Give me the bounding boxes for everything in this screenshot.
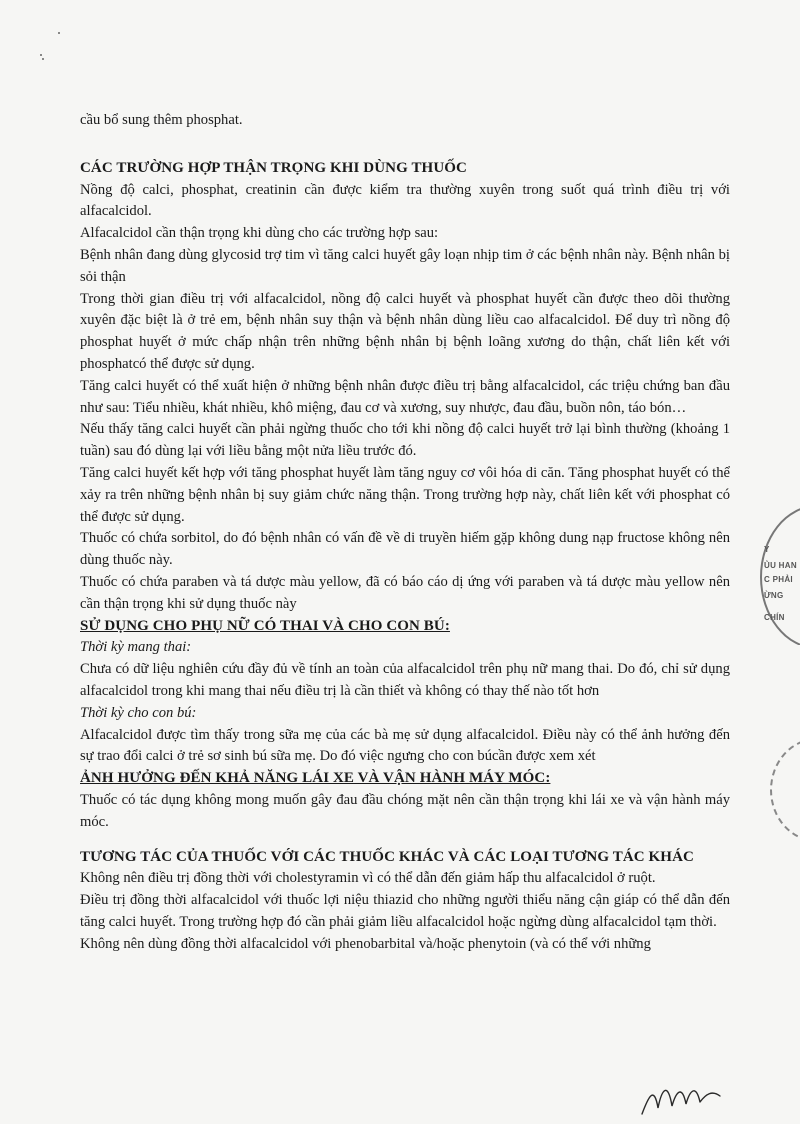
official-stamp [754, 505, 800, 645]
interactions-paragraph: Không nên điều trị đồng thời với cholestyramin vì có thể dẫn đến giảm hấp thu alfacalcidol ở ruột. [80, 870, 656, 887]
lactation-text: Alfacalcidol được tìm thấy trong sữa mẹ của các bà mẹ sử dụng alfacalcidol. Điều này có thể ảnh hưởng đến sự trao đổi calci ở trẻ sơ sinh bú sữa mẹ. Do đó việc ngưng cho con búcần được xem xét [80, 726, 730, 765]
interactions-paragraph: Không nên dùng đồng thời alfacalcidol với phenobarbital và/hoặc phenytoin (và có thể với những [80, 935, 651, 952]
stamp-ring [770, 738, 800, 838]
signature-mark [640, 1078, 760, 1118]
precautions-paragraph: Bệnh nhân đang dùng glycosid trợ tim vì tăng calci huyết gây loạn nhịp tim ở các bệnh nhân này. Bệnh nhân bị sỏi thận [80, 246, 730, 285]
document-body [80, 110, 730, 955]
continuation-text: cầu bổ sung thêm phosphat. [80, 112, 243, 128]
interactions-paragraph: Điều trị đồng thời alfacalcidol với thuốc lợi niệu thiazid cho những người thiểu năng cận giáp có thể dẫn đến tăng calci huyết. Trong trường hợp đó cần phải giảm liều alfacalcidol hoặc ngừng dùng alfacalcidol tạm thời. [80, 892, 730, 930]
interactions-heading: TƯƠNG TÁC CỦA THUỐC VỚI CÁC THUỐC KHÁC VÀ CÁC LOẠI TƯƠNG TÁC KHÁC [80, 848, 694, 865]
lactation-label: Thời kỳ cho con bú: [80, 704, 197, 721]
stamp-text: ỪNG [764, 591, 784, 600]
precautions-paragraph: Thuốc có chứa paraben và tá dược màu yellow, đã có báo cáo dị ứng với paraben và tá dược màu yellow nên cần thận trọng khi sử dụng thuốc này [80, 573, 730, 612]
stamp-text: C PHẢI [764, 575, 793, 584]
precautions-paragraph: Alfacalcidol cần thận trọng khi dùng cho các trường hợp sau: [80, 225, 439, 242]
partial-stamp [766, 738, 800, 838]
precautions-paragraph: Tăng calci huyết có thể xuất hiện ở những bệnh nhân được điều trị bằng alfacalcidol, các triệu chứng ban đầu như sau: Tiểu nhiều, khát nhiều, khô miệng, đau cơ và xương, suy nhược, đau đầu, buồn nôn, táo bón… [80, 377, 730, 416]
scan-specks [38, 32, 66, 62]
precautions-paragraph: Thuốc có chứa sorbitol, do đó bệnh nhân có vấn đề về di truyền hiếm gặp không dung nạp fructose không nên dùng thuốc này. [80, 530, 730, 569]
driving-heading: ẢNH HƯỞNG ĐẾN KHẢ NĂNG LÁI XE VÀ VẬN HÀNH MÁY MÓC: [80, 770, 551, 787]
precautions-paragraph: Trong thời gian điều trị với alfacalcidol, nồng độ calci huyết và phosphat huyết cần được theo dõi thường xuyên đặc biệt là ở trẻ em, bệnh nhân suy thận và bệnh nhân dùng liều cao alfacalcidol. Để duy trì nồng độ phosphat huyết ở mức chấp nhận trên những bệnh nhân bị bệnh loãng xương do thận, chất liên kết với phosphatcó thể được sử dụng. [80, 290, 730, 372]
precautions-paragraph: Nồng độ calci, phosphat, creatinin cần được kiểm tra thường xuyên trong suốt quá trình điều trị với alfacalcidol. [80, 181, 730, 220]
stamp-text: CHÍN [764, 613, 785, 622]
pregnancy-text: Chưa có dữ liệu nghiên cứu đầy đủ về tính an toàn của alfacalcidol trên phụ nữ mang thai. Do đó, chỉ sử dụng alfacalcidol trong khi mang thai nếu điều trị là cần thiết và không có thay thế nào tốt hơn [80, 661, 730, 699]
pregnancy-heading: SỬ DỤNG CHO PHỤ NỮ CÓ THAI VÀ CHO CON BÚ: [80, 617, 450, 634]
stamp-text: Y [764, 545, 770, 554]
precautions-heading: CÁC TRƯỜNG HỢP THẬN TRỌNG KHI DÙNG THUỐC [80, 159, 467, 176]
precautions-paragraph: Tăng calci huyết kết hợp với tăng phosphat huyết làm tăng nguy cơ vôi hóa di căn. Tăng phosphat huyết có thể xảy ra trên những bệnh nhân bị suy giảm chức năng thận. Trong trường hợp này, chất liên kết với phosphat có thể được sử dụng. [80, 464, 730, 525]
stamp-text: ỦU HAN [764, 561, 797, 570]
pregnancy-label: Thời kỳ mang thai: [80, 639, 192, 656]
driving-text: Thuốc có tác dụng không mong muốn gây đau đầu chóng mặt nên cần thận trọng khi lái xe và vận hành máy móc. [80, 791, 730, 830]
precautions-paragraph: Nếu thấy tăng calci huyết cần phải ngừng thuốc cho tới khi nồng độ calci huyết trở lại bình thường (khoảng 1 tuần) sau đó dùng lại với liều bằng một nửa liều trước đó. [80, 421, 730, 460]
